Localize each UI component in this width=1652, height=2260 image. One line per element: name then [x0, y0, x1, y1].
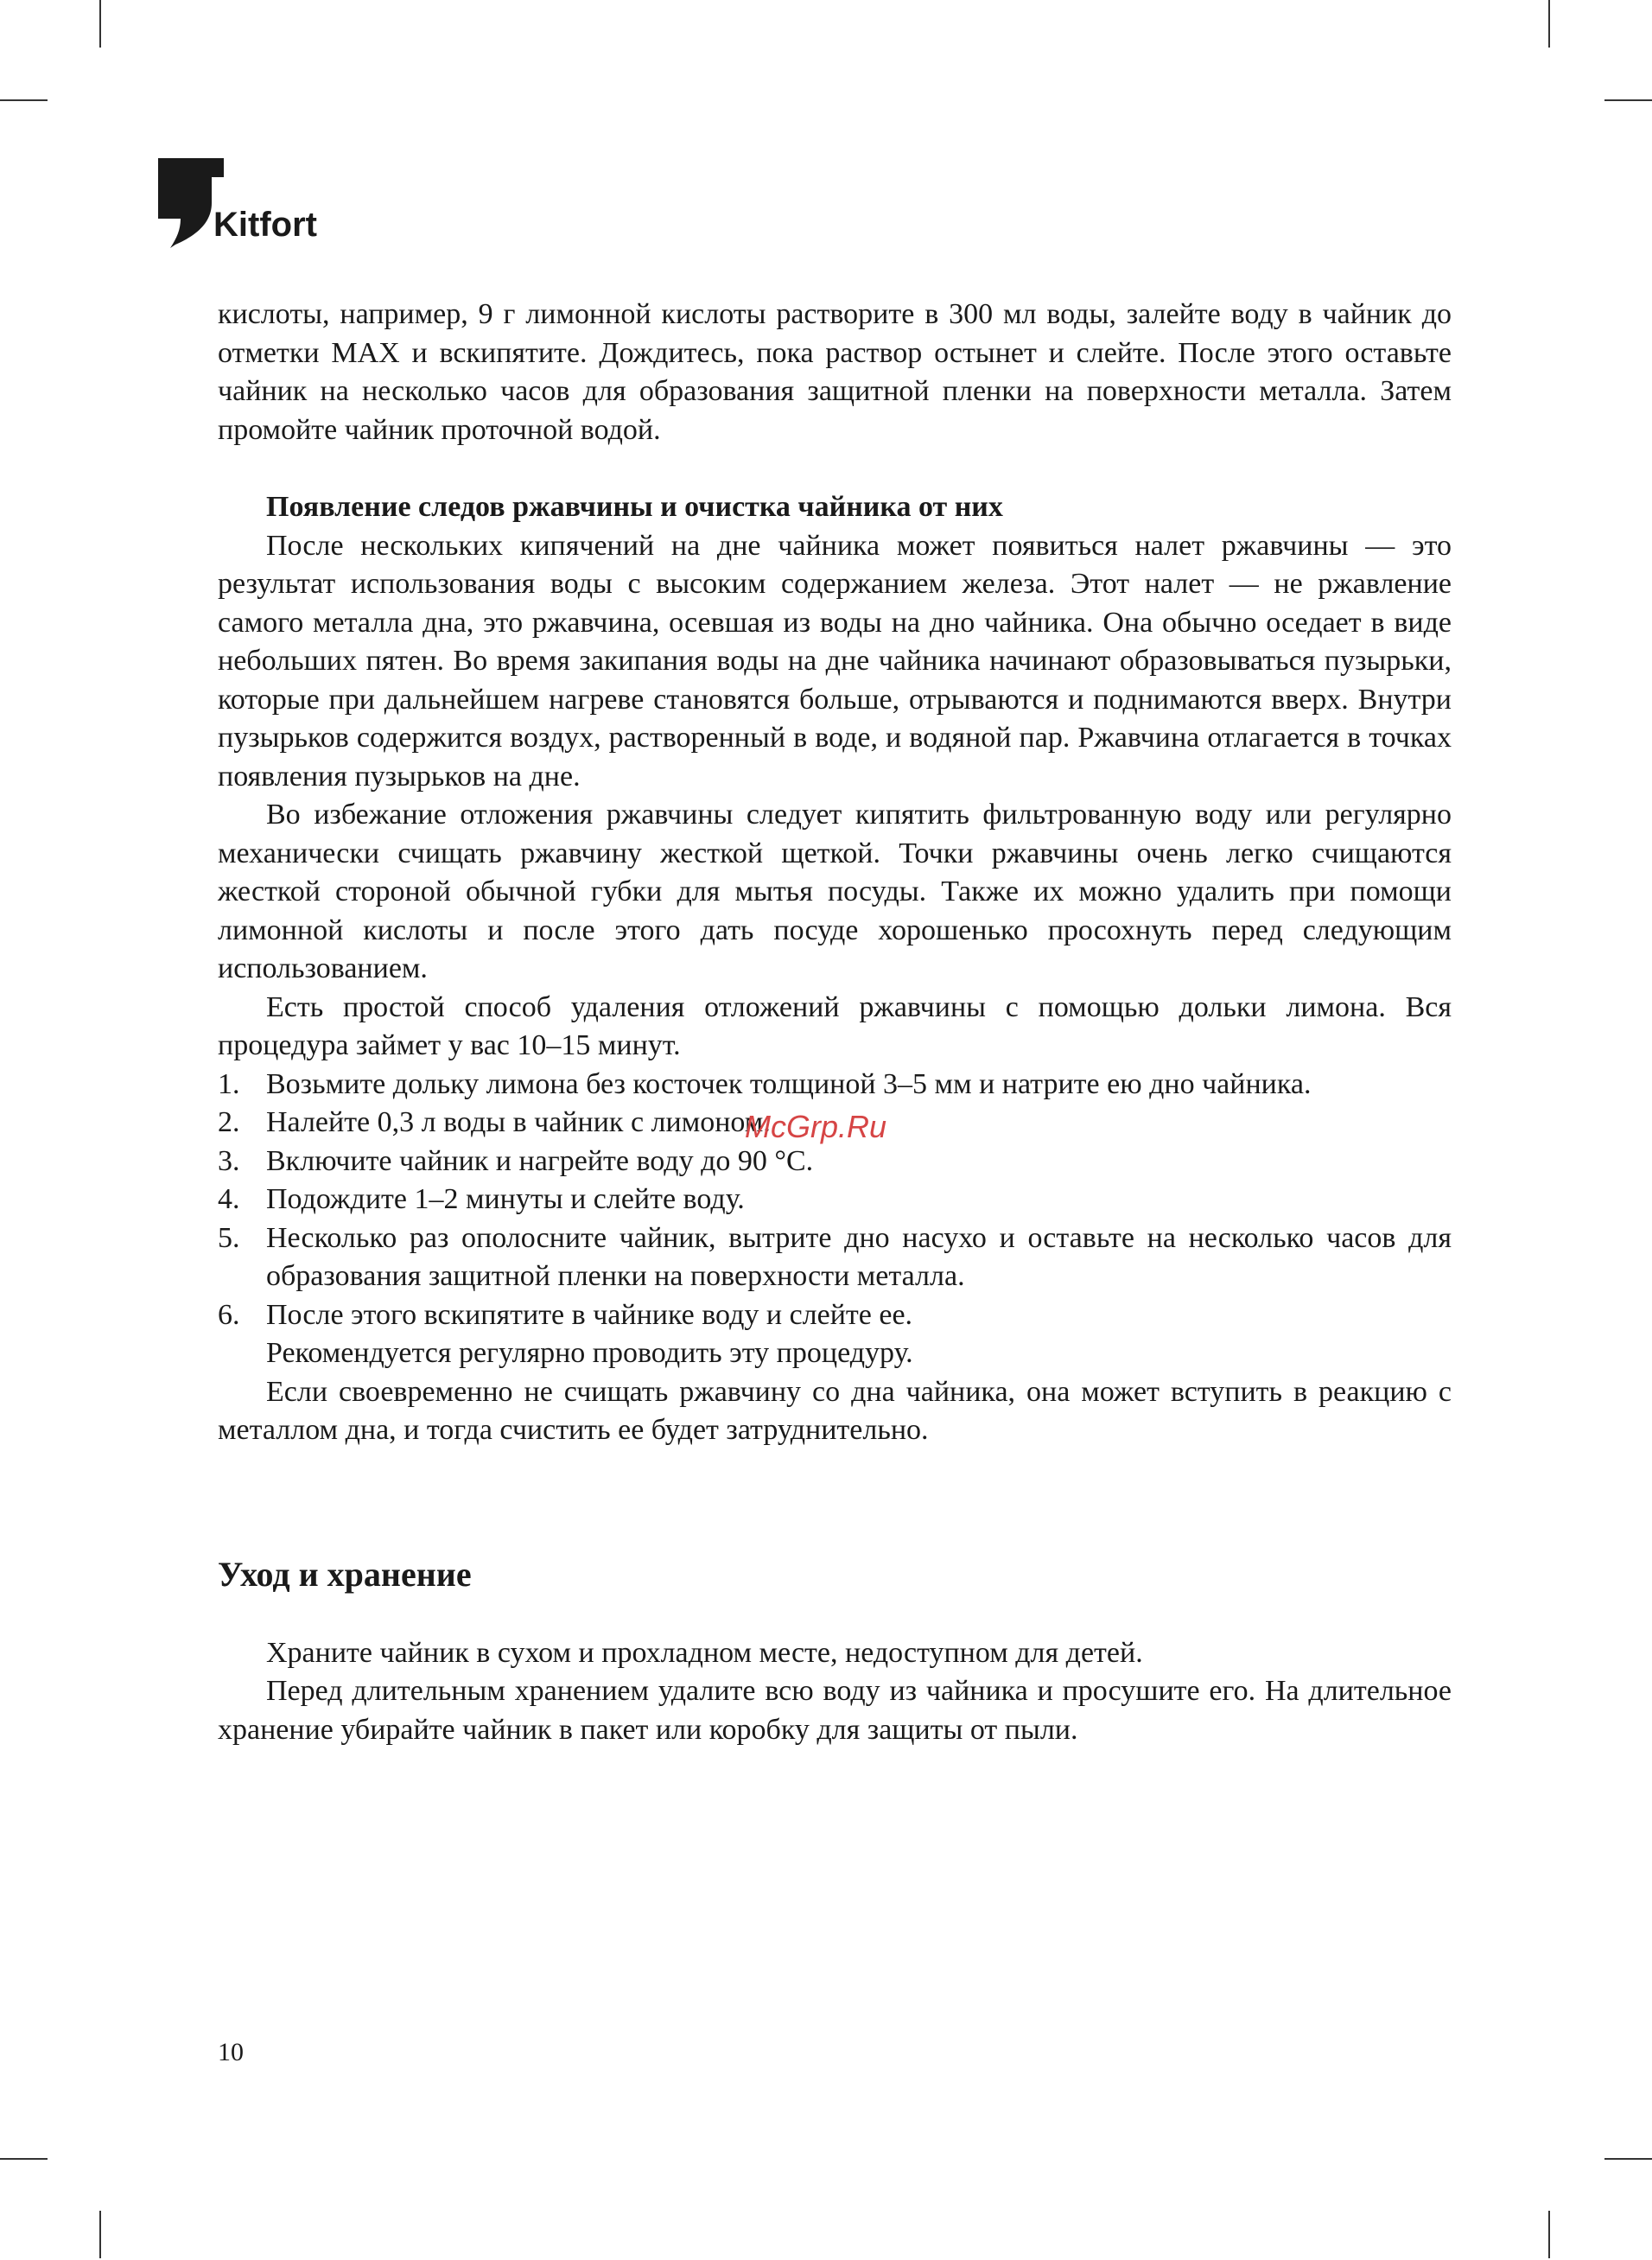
watermark: McGrp.Ru — [745, 1109, 887, 1144]
crop-mark — [0, 99, 48, 101]
crop-mark — [1548, 0, 1550, 48]
step-text: После этого вскипятите в чайнике воду и слейте ее. — [266, 1298, 913, 1331]
crop-mark — [1604, 99, 1652, 101]
crop-mark — [99, 2211, 101, 2258]
intro-paragraph: кислоты, например, 9 г лимонной кислоты растворите в 300 мл воды, залейте воду в чайник до отметки МАХ и вскипятите. Дождитесь, пока раствор остынет и слейте. После этого оставьте чайник на несколько часов для образования защитной пленки на поверхности металла. Затем промойте чайник проточной водой. — [218, 298, 1452, 446]
body-paragraph: Во избежание отложения ржавчины следует кипятить фильтрованную воду или регулярно механически счищать ржавчину жесткой щеткой. Точки ржавчины очень легко счищаются жесткой стороной обычной губки для мытья посуды. Также их можно удалить при помощи лимонной кислоты и после этого дать посуде хорошенько просохнуть перед следующим использованием. — [218, 799, 1452, 984]
step-number: 4. — [218, 1183, 240, 1215]
crop-mark — [1604, 2158, 1652, 2160]
brand-name: Kitfort — [213, 206, 317, 244]
step-number: 1. — [218, 1067, 240, 1100]
page-number: 10 — [218, 2038, 244, 2066]
step-number: 5. — [218, 1221, 240, 1254]
body-paragraph: Есть простой способ удаления отложений ржавчины с помощью дольки лимона. Вся процедура займет у вас 10–15 минут. — [218, 990, 1452, 1061]
body-paragraph: Если своевременно не счищать ржавчину со дна чайника, она может вступить в реакцию с металлом дна, и тогда счистить ее будет затруднительно. — [218, 1375, 1452, 1446]
list-item — [218, 1296, 1452, 1335]
crop-mark — [99, 0, 101, 48]
step-text: Налейте 0,3 л воды в чайник с лимоном. — [266, 1106, 771, 1138]
page-content — [218, 296, 1452, 1749]
step-number: 3. — [218, 1144, 240, 1177]
step-text: Несколько раз ополосните чайник, вытрите дно насухо и оставьте на несколько часов для образования защитной пленки на поверхности металла. — [266, 1221, 1452, 1292]
list-item — [218, 1219, 1452, 1296]
body-paragraph: Перед длительным хранением удалите всю воду из чайника и просушите его. На длительное хранение убирайте чайник в пакет или коробку для защиты от пыли. — [218, 1675, 1452, 1746]
step-number: 2. — [218, 1106, 240, 1138]
step-text: Включите чайник и нагрейте воду до 90 °С. — [266, 1144, 814, 1177]
list-item — [218, 1181, 1452, 1219]
body-paragraph: После нескольких кипячений на дне чайника может появиться налет ржавчины — это результат использования воды с высоким содержанием железа. Этот налет — не ржавление самого металла дна, это ржавчина, осевшая из воды на дно чайника. Она обычно оседает в виде небольших пятен. Во время закипания воды на дне чайника начинают образовываться пузырьки, которые при дальнейшем нагреве становятся больше, отрываются и поднимаются вверх. Внутри пузырьков содержится воздух, растворенный в воде, и водяной пар. Ржавчина отлагается в точках появления пузырьков на дне. — [218, 529, 1452, 793]
step-number: 6. — [218, 1298, 240, 1331]
brand-logo — [158, 158, 348, 253]
steps-list — [218, 1066, 1452, 1335]
step-text: Возьмите дольку лимона без косточек толщиной 3–5 мм и натрите ею дно чайника. — [266, 1067, 1312, 1100]
list-item — [218, 1066, 1452, 1105]
body-paragraph: Храните чайник в сухом и прохладном месте, недоступном для детей. — [266, 1636, 1143, 1669]
step-text: Подождите 1–2 минуты и слейте воду. — [266, 1183, 745, 1215]
rust-heading: Появление следов ржавчины и очистка чайника от них — [266, 491, 1003, 523]
crop-mark — [0, 2158, 48, 2160]
section-title: Уход и хранение — [218, 1554, 472, 1594]
crop-mark — [1548, 2211, 1550, 2258]
list-item — [218, 1143, 1452, 1181]
body-paragraph: Рекомендуется регулярно проводить эту процедуру. — [266, 1337, 913, 1369]
